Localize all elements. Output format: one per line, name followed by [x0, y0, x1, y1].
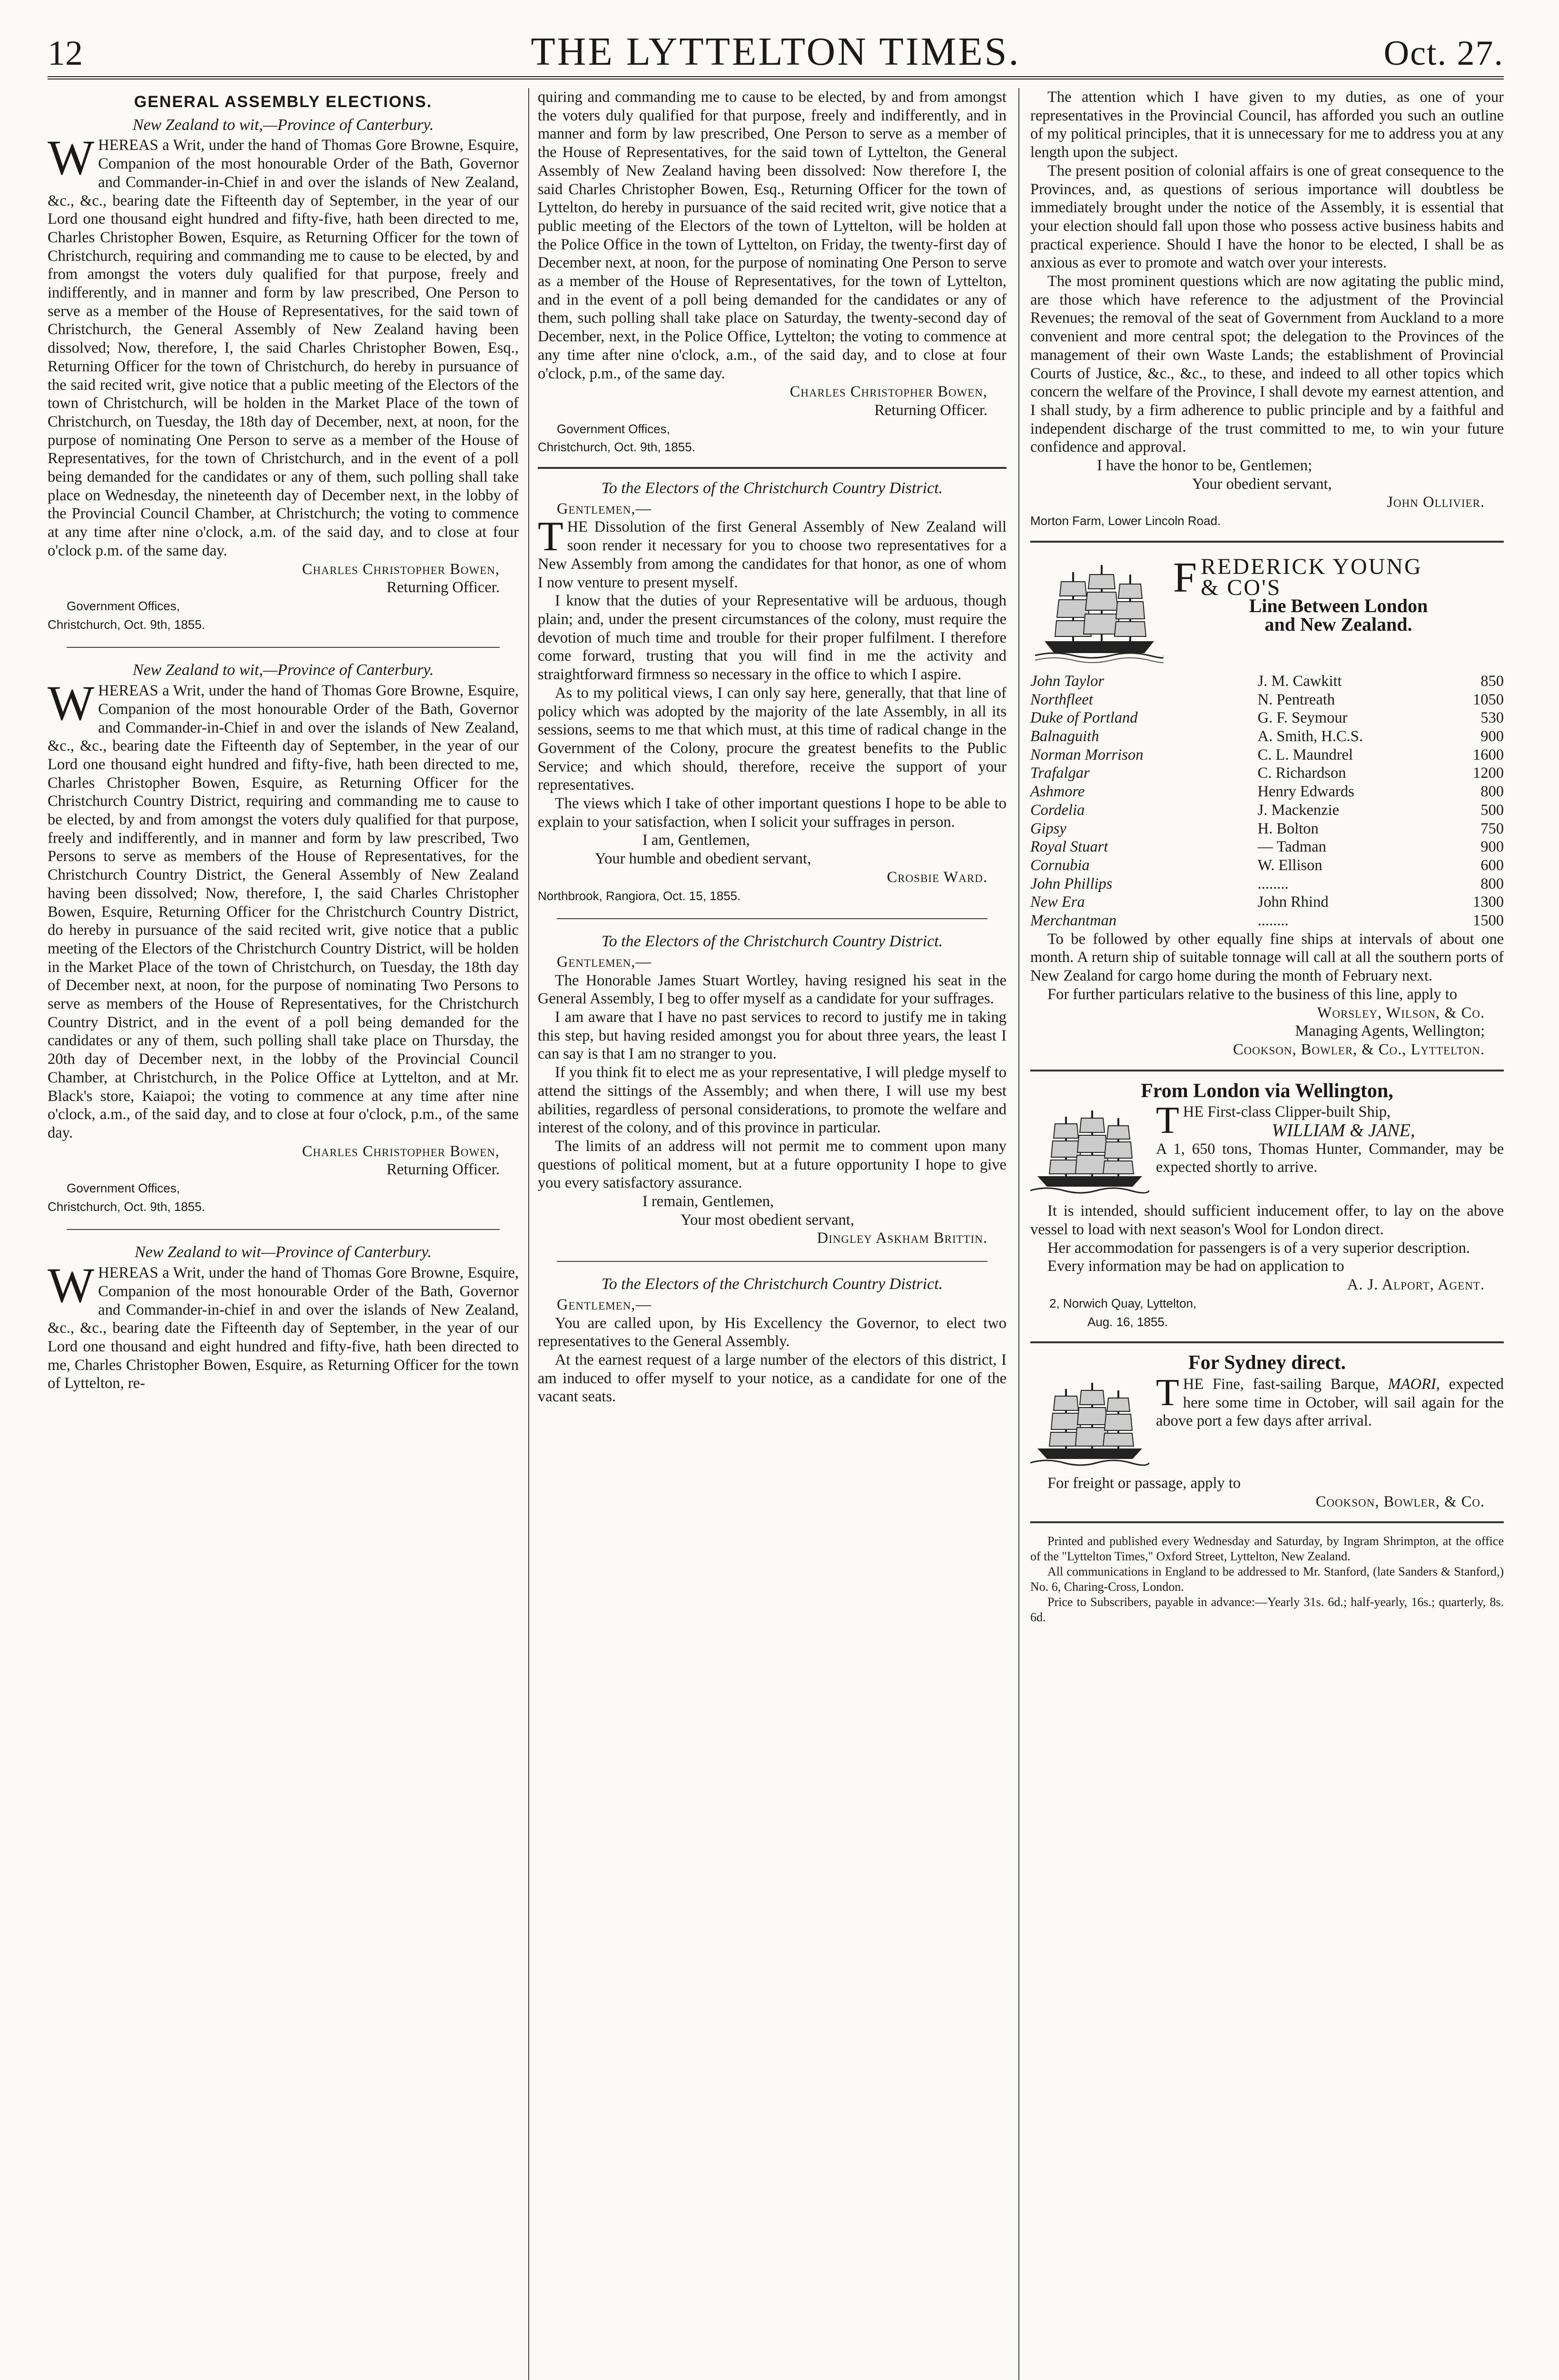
signature: Charles Christopher Bowen,	[789, 383, 987, 401]
ship-name: Royal Stuart	[1030, 838, 1108, 856]
divider	[557, 918, 987, 919]
ad-title	[1173, 554, 1504, 635]
signature-title: Returning Officer.	[386, 1161, 500, 1179]
drop-cap: T	[538, 514, 563, 560]
ship-name: Northfleet	[1030, 691, 1093, 708]
ad-text: HE Fine, fast-sailing Barque,	[1183, 1375, 1379, 1393]
imprint-line: Printed and published every Wednesday and Saturday, by Ingram Shrimpton, at the office of the "Lyttelton Times," Oxford Street, Lyttelton, New Zealand.	[1030, 1534, 1504, 1564]
ad-paragraph: To be followed by other equally fine ships at intervals of about one month. A return ship of suitable tonnage will call at all the southern ports of New Zealand for cargo home during the month of February next.	[1030, 930, 1504, 985]
dateline: Christchurch, Oct. 9th, 1855.	[48, 1199, 205, 1214]
writ-heading: New Zealand to wit,—Province of Canterbury.	[132, 116, 434, 134]
ad-heading: For Sydney direct.	[1188, 1352, 1346, 1374]
captain-name: J. Mackenzie	[1257, 801, 1340, 819]
imprint-line: All communications in England to be addressed to Mr. Stanford, (late Sanders & Stanford,) No. 6, Charing-Cross, London.	[1030, 1565, 1504, 1594]
captain-name: ........	[1257, 875, 1289, 892]
column-3	[1030, 88, 1504, 1625]
fleet-row	[1030, 691, 1504, 709]
writ-text: HEREAS a Writ, under the hand of Thomas Gore Browne, Esquire, Companion of the most honourable Order of the Bath, Governor and Commander-in-Chief in and over the islands of New Zealand, &c., &c., bearing date the Fifteenth day of September, in the year of our Lord one thousand eight hundred and fifty-five, hath been directed to me, Charles Christopher Bowen, Esquire, as Returning Officer for the town of Christchurch, requiring and commanding me to cause to be elected, by and from amongst the voters duly qualified for that purpose, freely and indifferently, and in manner and form by law prescribed, One Person to serve as a member of the House of Representatives, for the said town of Christchurch, the General Assembly of New Zealand having been dissolved; Now, therefore, I, the said Charles Christopher Bowen, Esq., Returning Officer for the town of Christchurch, do hereby in pursuance of the said recited writ, give notice that a public meeting of the Electors of the town of Christchurch, will be holden in the Market Place of the town of Christchurch, on Tuesday, the 18th day of December, next, at noon, for the purpose of nominating One Person to serve as a member of the House of Representatives, for the town of Christchurch, and in the event of a poll being demanded for the candidates or any of them, such polling shall take place on Wednesday, the nineteenth day of December next, in the lobby of the Provincial Council Chamber, at Christchurch; the voting to commence at any time after nine o'clock, a.m. of the said day, and to close at four o'clock p.m. of the same day.	[48, 137, 519, 559]
writ-text: HEREAS a Writ, under the hand of Thomas Gore Browne, Esquire, Companion of the most honourable Order of the Bath, Governor and Commander-in-chief in and over the islands of New Zealand, &c., &c., bearing date the Fifteenth day of September, in the year of our Lord one thousand and eight hundred and fifty-five, hath been directed to me, Charles Christopher Bowen, Esquire, as Returning Officer for the town of Lyttelton, re-	[48, 1264, 519, 1392]
masthead	[48, 24, 1504, 76]
writ-body	[48, 130, 519, 560]
divider	[1030, 541, 1504, 543]
ship-tonnage: 900	[1480, 727, 1504, 745]
divider	[538, 467, 1006, 469]
fleet-row	[1030, 801, 1504, 820]
captain-name: John Rhind	[1257, 893, 1329, 911]
captain-name: Henry Edwards	[1257, 783, 1354, 801]
fleet-row	[1030, 727, 1504, 746]
signature-title: Returning Officer.	[874, 401, 987, 419]
ship-tonnage: 1200	[1473, 764, 1504, 782]
ship-name: Gipsy	[1030, 820, 1066, 837]
paragraph-text: HE Dissolution of the first General Assembly of New Zealand will soon render it necessary for you to choose two representatives for a New Assembly from among the candidates for that honor, as one of whom I now venture to present myself.	[538, 518, 1006, 591]
ship-name: John Taylor	[1030, 672, 1104, 690]
ad-william-and-jane	[1030, 1082, 1504, 1331]
column-1	[48, 88, 519, 1393]
firm-name: REDERICK YOUNG	[1201, 554, 1422, 579]
writ-christchurch-town	[48, 116, 519, 634]
captain-name: ........	[1257, 912, 1289, 930]
ship-name: WILLIAM & JANE,	[1272, 1121, 1415, 1141]
ship-tonnage: 530	[1480, 709, 1504, 727]
agent-name: Worsley, Wilson, & Co.	[1317, 1004, 1485, 1021]
column-divider	[1018, 88, 1019, 2380]
divider	[67, 647, 500, 648]
fleet-row	[1030, 709, 1504, 727]
address-paragraph: The attention which I have given to my duties, as one of your representatives in the Provincial Council, has afforded you such an outline of my political principles, that it is unnecessary for me to address you at any length upon the subject.	[1030, 89, 1504, 161]
drop-cap: W	[48, 130, 95, 186]
fleet-row	[1030, 672, 1504, 691]
signature: Charles Christopher Bowen,	[302, 560, 500, 578]
imprint	[1030, 1534, 1504, 1625]
ad-paragraph: For freight or passage, apply to	[1047, 1474, 1241, 1492]
fleet-row	[1030, 893, 1504, 912]
dateline: Christchurch, Oct. 9th, 1855.	[48, 617, 205, 632]
ship-tonnage: 500	[1480, 801, 1504, 819]
address-heading: To the Electors of the Christchurch Country District.	[601, 479, 943, 497]
fleet-row	[1030, 764, 1504, 783]
address-heading: To the Electors of the Christchurch Country District.	[601, 932, 943, 951]
drop-cap: T	[1156, 1100, 1179, 1142]
address-paragraph: The views which I take of other important questions I hope to be able to explain to your satisfaction, when I solicit your suffrages in person.	[538, 795, 1006, 831]
writ-lyttelton	[48, 1243, 519, 1393]
writ-continuation: quiring and commanding me to cause to be elected, by and from amongst the voters duly qualified for that purpose, freely and indifferently, and in manner and form by law prescribed, One Person to serve as a member of the House of Representatives, for the said town of Lyttelton, the General Assembly of New Zealand having been dissolved: Now therefore I, the said Charles Christopher Bowen, Esq., Returning Officer for the town of Lyttelton, do hereby in pursuance of the said recited writ, give notice that a public meeting of the Electors of the town of Lyttelton, will be holden at the Police Office in the town of Lyttelton, on Friday, the twenty-first day of December next, at noon, for the purpose of nominating One Person to serve as a member of the House of Representatives, for the town of Lyttelton, and in the event of a poll being demanded for the candidates or any of them, such polling shall take place on Saturday, the twenty-second day of December, next, in the Police Office, Lyttelton; the voting to commence at any time after nine o'clock, a.m., of the said day, and to close at four o'clock, p.m., of the same day.	[538, 89, 1006, 382]
address-brittin	[538, 932, 1006, 1248]
ship-tonnage: 750	[1480, 820, 1504, 837]
ship-tonnage: 850	[1480, 672, 1504, 690]
ship-name: Merchantman	[1030, 912, 1117, 930]
captain-name: W. Ellison	[1257, 856, 1322, 874]
address-paragraph: As to my political views, I can only say here, generally, that that line of policy which was adopted by the majority of the late Assembly, in all its sessions, seems to me that which must, at this time of radical change in the Government of the Colony, procure the greatest benefits to the Public Service; and which should, therefore, receive the support of your representatives.	[538, 684, 1006, 794]
drop-cap: W	[48, 1258, 95, 1313]
dateline: Morton Farm, Lower Lincoln Road.	[1030, 514, 1221, 528]
drop-cap: T	[1156, 1371, 1179, 1414]
newspaper-title: THE LYTTELTON TIMES.	[531, 30, 1021, 74]
issue-date: Oct. 27.	[1383, 34, 1504, 73]
dateline: Christchurch, Oct. 9th, 1855.	[538, 440, 695, 455]
ad-paragraph: Every information may be had on application to	[1047, 1258, 1344, 1275]
line-title: Line Between London	[1249, 595, 1428, 617]
captain-name: — Tadman	[1257, 838, 1326, 856]
sailing-ship-illustration	[1035, 558, 1164, 667]
fleet-row	[1030, 912, 1504, 930]
agent-name: Cookson, Bowler, & Co., Lyttelton.	[1233, 1041, 1485, 1058]
section-title: GENERAL ASSEMBLY ELECTIONS.	[134, 93, 433, 111]
agent-address-date: Aug. 16, 1855.	[1087, 1314, 1168, 1329]
address-crosbie-ward	[538, 479, 1006, 905]
signature: Charles Christopher Bowen,	[302, 1142, 500, 1160]
fleet-row	[1030, 820, 1504, 838]
divider	[557, 1261, 987, 1262]
captain-name: C. Richardson	[1257, 764, 1346, 782]
page-number: 12	[48, 34, 83, 73]
divider	[67, 1229, 500, 1230]
address-paragraph: If you think fit to elect me as your representative, I will pledge myself to attend the sittings of the Assembly; and when there, I will use my best abilities, regardless of personal considerations, to promote the welfare and interest of the colony, and of this province in particular.	[538, 1064, 1006, 1137]
ship-name: MAORI,	[1388, 1375, 1440, 1393]
writ-heading: New Zealand to wit—Province of Canterbury.	[135, 1243, 432, 1261]
ship-tonnage: 1600	[1473, 746, 1504, 764]
writ-body	[48, 1258, 519, 1393]
imprint-line: Price to Subscribers, payable in advance:—Yearly 31s. 6d.; half-yearly, 16s.; quarterly, 8s. 6d.	[1030, 1595, 1504, 1625]
address-paragraph: The most prominent questions which are now agitating the public mind, are those which have reference to the adjustment of the Provincial Revenues; the removal of the seat of Government from Auckland to a more convenient and more central spot; the delegation to the Provinces of the management of their own Waste Lands; the establishment of Provincial Courts of Justice, &c., &c., to these, and indeed to all other topics which concern the welfare of the Province, I shall devote my earnest attention, and I shall study, by a firm adherence to public principle and by a faithful and independent discharge of the trust committed to me, to win your future confidence and approval.	[1030, 273, 1504, 456]
captain-name: G. F. Seymour	[1257, 709, 1348, 727]
dateline-place: Government Offices,	[67, 1181, 180, 1196]
ship-tonnage: 800	[1480, 875, 1504, 892]
captain-name: N. Pentreath	[1257, 691, 1335, 708]
address-paragraph: The present position of colonial affairs is one of great consequence to the Provinces, and, as questions of serious importance will doubtless be immediately brought under the notice of the Assembly, it is essential that your election should fall upon those who possess active business habits and practical experience. Should I have the honor to be elected, I shall be as anxious as ever to promote and watch over your interests.	[1030, 162, 1504, 272]
address-paragraph: At the earnest request of a large number of the electors of this district, I am induced to offer myself to your notice, as a candidate for one of the vacant seats.	[538, 1351, 1006, 1406]
ship-tonnage: 900	[1480, 838, 1504, 856]
ad-text: A 1, 650 tons, Thomas Hunter, Commander, may be expected shortly to arrive.	[1156, 1140, 1504, 1176]
ship-name: Duke of Portland	[1030, 709, 1138, 727]
column-2	[538, 88, 1006, 1406]
address-paragraph	[538, 514, 1006, 592]
address-paragraph: The Honorable James Stuart Wortley, having resigned his seat in the General Assembly, I beg to offer myself as a candidate for your suffrages.	[538, 972, 1006, 1008]
ship-tonnage: 600	[1480, 856, 1504, 874]
ad-frederick-young	[1030, 553, 1504, 1059]
sailing-ship-illustration	[1030, 1105, 1149, 1200]
ship-name: Cordelia	[1030, 801, 1085, 819]
column-divider	[528, 88, 529, 2380]
ad-paragraph: Her accommodation for passengers is of a very superior description.	[1047, 1239, 1470, 1257]
address-heading: To the Electors of the Christchurch Country District.	[601, 1275, 943, 1293]
ad-masthead	[1030, 553, 1504, 672]
ship-tonnage: 1500	[1473, 912, 1504, 930]
ad-paragraph: It is intended, should sufficient inducement offer, to lay on the above vessel to load with next season's Wool for London direct.	[1030, 1202, 1504, 1239]
address-third	[538, 1275, 1006, 1406]
closing-line: Your obedient servant,	[1192, 475, 1332, 493]
fleet-row	[1030, 838, 1504, 856]
closing-line: Your humble and obedient servant,	[595, 850, 811, 868]
closing-line: Your most obedient servant,	[681, 1211, 855, 1229]
masthead-rule	[48, 76, 1504, 79]
ship-name: Cornubia	[1030, 856, 1090, 874]
sailing-ship-illustration	[1030, 1377, 1149, 1472]
signature: Dingley Askham Brittin.	[817, 1230, 987, 1247]
dateline-place: Government Offices,	[67, 598, 180, 613]
closing-line: I remain, Gentlemen,	[642, 1193, 774, 1210]
closing-line: I am, Gentlemen,	[642, 832, 750, 849]
ship-tonnage: 1300	[1473, 893, 1504, 911]
firm-name-suffix: & CO'S	[1201, 575, 1282, 600]
ship-name: Ashmore	[1030, 783, 1085, 801]
closing-line: I have the honor to be, Gentlemen;	[1097, 457, 1312, 475]
ad-maori-sydney	[1030, 1354, 1504, 1511]
captain-name: H. Bolton	[1257, 820, 1319, 837]
writ-heading: New Zealand to wit,—Province of Canterbury.	[132, 661, 434, 679]
fleet-row	[1030, 856, 1504, 875]
ship-name: Trafalgar	[1030, 764, 1090, 782]
fleet-row	[1030, 783, 1504, 801]
ship-name: New Era	[1030, 893, 1085, 911]
signature-title: Returning Officer.	[386, 579, 500, 596]
writ-body	[48, 676, 519, 1142]
salutation: Gentlemen,—	[557, 953, 652, 971]
agent-name: Cookson, Bowler, & Co.	[1315, 1493, 1485, 1510]
address-paragraph: I know that the duties of your Representative will be arduous, though plain; and, under the present circumstances of the colony, must require the devotion of much time and trouble for their proper fulfilment. I therefore come forward, trusting that you will find in me the activity and straightforward firmness so necessary in the office to which I aspire.	[538, 592, 1006, 684]
salutation: Gentlemen,—	[557, 500, 652, 517]
signature: John Ollivier.	[1387, 494, 1485, 511]
ad-text: expected here some time in October, will sail again for the above port a few days after arrival.	[1156, 1375, 1504, 1430]
writ-christchurch-country	[48, 661, 519, 1216]
agent-name: A. J. Alport, Agent.	[1347, 1276, 1485, 1294]
ad-heading: From London via Wellington,	[1141, 1080, 1393, 1102]
fleet-row	[1030, 746, 1504, 764]
divider	[1030, 1341, 1504, 1343]
ship-name: Norman Morrison	[1030, 746, 1144, 764]
writ-text: HEREAS a Writ, under the hand of Thomas Gore Browne, Esquire, Companion of the most honourable Order of the Bath, Governor and Commander-in-Chief in and over the islands of New Zealand, &c., &c., bearing date the Fifteenth day of September, in the year of our Lord one thousand eight hundred and fifty-five, hath been directed to me, Charles Christopher Bowen, Esquire, as Returning Officer for the Christchurch Country District, requiring and commanding me to cause to be elected, by and from amongst the voters duly qualified for that purpose, freely and indifferently, and in manner and form by law prescribed, Two Persons to serve as members of the House of Representatives, for the Christchurch Country District, the General Assembly of New Zealand having been dissolved; Now, therefore, I, the said Charles Christopher Bowen, Esquire, Returning Officer for the Christchurch Country District, do hereby in pursuance of the said recited writ, give notice that a public meeting of the Electors of the Christchurch Country District, will be holden in the Market Place of the town of Christchurch, on Tuesday, the 18th day of December next, at noon, for the purpose of nominating Two Persons to serve as members of the House of Representatives, for the Christchurch Country District, and in the event of a poll being demanded for the candidates or any of them, such polling shall take place on Thursday, the 20th day of December next, in the lobby of the Provincial Council Chamber, at Christchurch, in the Police Office at Lyttelton, and at Mr. Black's store, Kaiapoi; the voting to commence at any time after nine o'clock, a.m., of the said day, and to close at four o'clock, p.m., of the same day.	[48, 682, 519, 1141]
agent-role: Managing Agents, Wellington;	[1295, 1022, 1485, 1040]
fleet-table	[1030, 672, 1504, 930]
ship-name: John Phillips	[1030, 875, 1113, 892]
agent-address: 2, Norwich Quay, Lyttelton,	[1049, 1296, 1197, 1310]
ship-name: Balnaguith	[1030, 727, 1099, 745]
address-paragraph: The limits of an address will not permit me to comment upon many questions of political moment, but at a future opportunity I hope to give you every satisfactory assurance.	[538, 1137, 1006, 1192]
signature: Crosbie Ward.	[887, 868, 987, 886]
captain-name: J. M. Cawkitt	[1257, 672, 1342, 690]
drop-cap: F	[1173, 554, 1197, 601]
salutation: Gentlemen,—	[557, 1296, 652, 1313]
dateline: Northbrook, Rangiora, Oct. 15, 1855.	[538, 888, 741, 903]
captain-name: C. L. Maundrel	[1257, 746, 1353, 764]
address-ollivier	[1030, 88, 1504, 530]
divider	[1030, 1521, 1504, 1523]
fleet-row	[1030, 875, 1504, 893]
address-paragraph: You are called upon, by His Excellency the Governor, to elect two representatives to the General Assembly.	[538, 1314, 1006, 1350]
address-paragraph: I am aware that I have no past services to record to justify me in taking this step, but having resided amongst you for about three years, the least I can say is that I am no stranger to you.	[538, 1009, 1006, 1063]
ship-tonnage: 1050	[1473, 691, 1504, 708]
dateline-place: Government Offices,	[557, 421, 670, 436]
captain-name: A. Smith, H.C.S.	[1257, 727, 1363, 745]
ad-text: HE First-class Clipper-built Ship,	[1183, 1103, 1391, 1121]
drop-cap: W	[48, 676, 95, 731]
divider	[1030, 1070, 1504, 1071]
line-subtitle: and New Zealand.	[1264, 613, 1412, 635]
ad-paragraph: For further particulars relative to the business of this line, apply to	[1047, 985, 1458, 1003]
ship-tonnage: 800	[1480, 783, 1504, 801]
